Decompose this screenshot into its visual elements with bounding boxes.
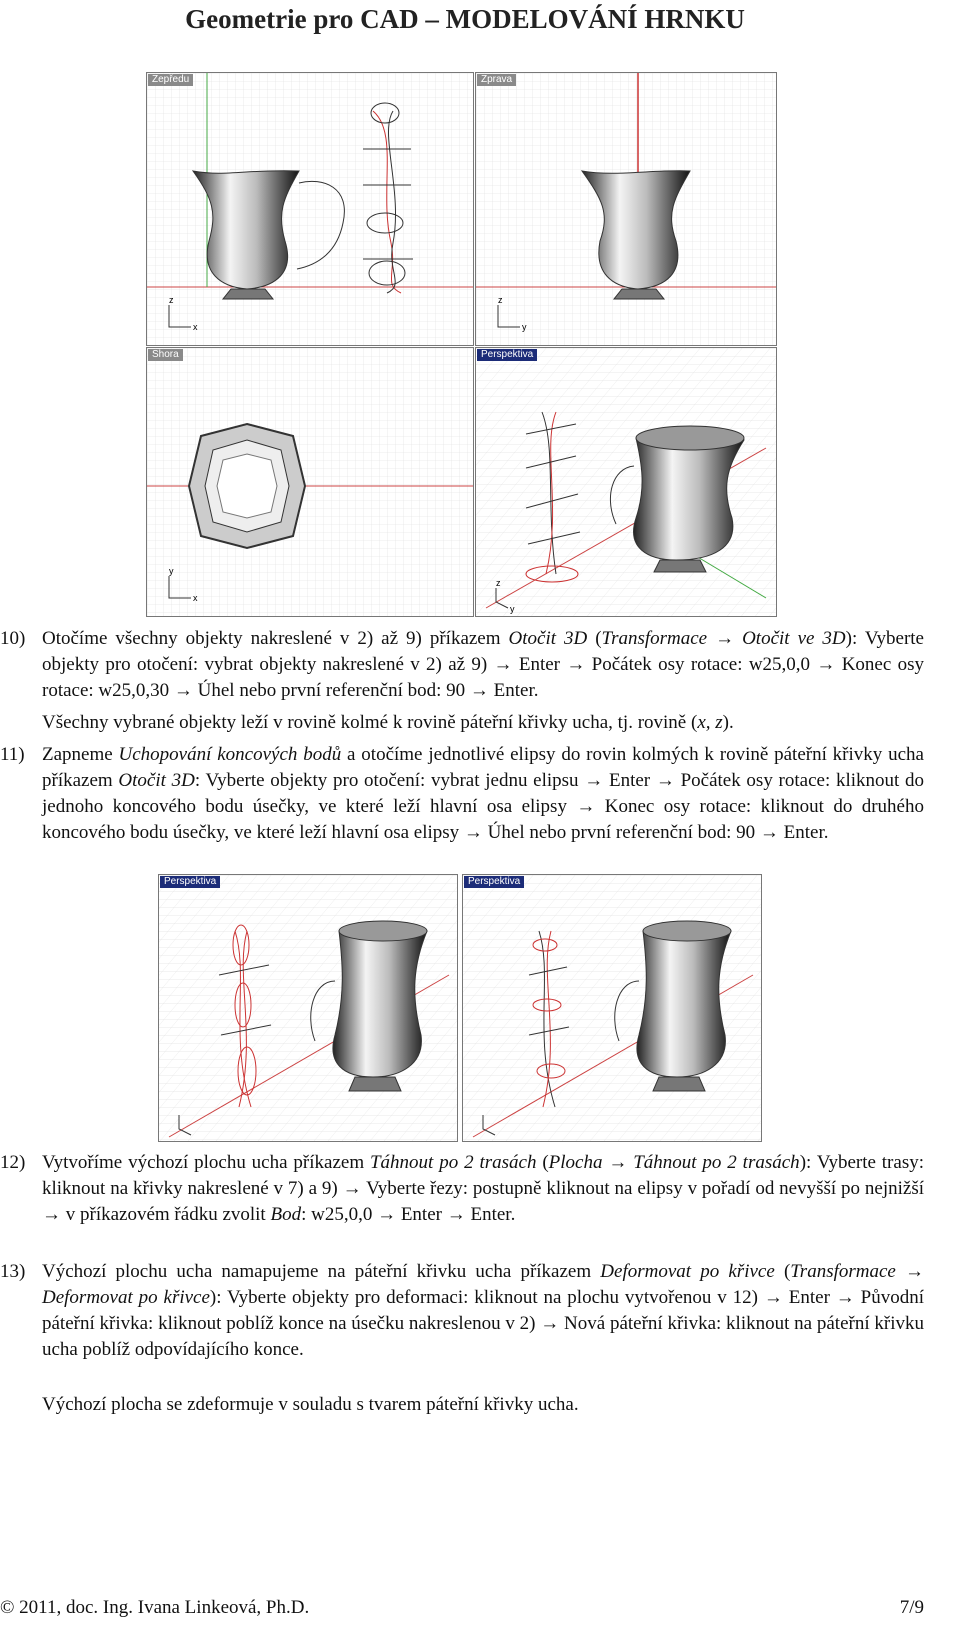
axis-label-z: z (169, 295, 174, 305)
viewport-perspective (475, 347, 777, 617)
step-11 (0, 742, 924, 846)
viewport-label-perspective[interactable]: Perspektiva (160, 876, 220, 888)
step-13 (0, 1259, 925, 1363)
axis-label-x: x (193, 593, 198, 603)
step-10-note: Všechny vybrané objekty leží v rovině kolmé k rovině páteřní křivky ucha, tj. rovině (x, z). (42, 712, 734, 733)
footer-copyright: © 2011, doc. Ing. Ivana Linkeová, Ph.D. (0, 1597, 310, 1618)
step-12 (0, 1150, 924, 1228)
viewport-perspective-after (462, 874, 762, 1142)
step-text: Výchozí plochu ucha namapujeme na páteřní křivku ucha příkazem Deformovat po křivce (Transformace → Deformovat po křivce): Vyberte objekty pro deformaci: kliknout na plochu vytvořenou v 12) → Enter → Původní páteřní křivka: kliknout poblíž konce na úsečku nakreslenou v 2) → Nová páteřní křivka: kliknout na páteřní křivku ucha poblíž odpovídajícího konce. (42, 1261, 925, 1360)
step-number: 11) (0, 744, 25, 765)
step-number: 13) (0, 1261, 26, 1282)
viewport-label-top[interactable]: Shora (148, 349, 183, 361)
viewport-right (475, 72, 777, 346)
page-footer (0, 1597, 924, 1619)
viewport-perspective-before (158, 874, 458, 1142)
step-text: Otočíme všechny objekty nakreslené v 2) až 9) příkazem Otočit 3D (Transformace → Otočit ve 3D): Vyberte objekty pro otočení: vybrat objekty nakreslené v 2) až 9) → Enter → Počátek osy rotace: w25,0,0 → Konec osy rotace: w25,0,30 → Úhel nebo první referenční bod: 90 → Enter. (42, 628, 924, 701)
axis-label-y: y (169, 566, 174, 576)
step-number: 10) (0, 628, 26, 649)
right-view-drawing (476, 73, 776, 345)
viewport-label-perspective[interactable]: Perspektiva (477, 349, 537, 361)
front-view-drawing (147, 73, 473, 345)
step-text: Zapneme Uchopování koncových bodů a otočíme jednotlivé elipsy do rovin kolmých k rovině páteřní křivky ucha příkazem Otočit 3D: Vyberte objekty pro otočení: vybrat jednu elipsu → Enter → Počátek osy rotace: kliknout do jednoho koncového bodu úsečky, ve které leží hlavní osa elipsy → Konec osy rotace: kliknout do druhého koncového bodu úsečky, ve které leží hlavní osa elipsy → Úhel nebo první referenční bod: 90 → Enter. (42, 744, 924, 843)
axis-label-z: z (496, 578, 501, 588)
perspective-before-drawing (159, 875, 457, 1141)
axis-label-z: z (498, 295, 503, 305)
viewport-front (146, 72, 474, 346)
axis-label-y: y (510, 604, 515, 614)
page-number: 7/9 (899, 1597, 924, 1618)
axis-label-x: x (193, 322, 198, 332)
viewport-top (146, 347, 474, 617)
step-number: 12) (0, 1152, 26, 1173)
perspective-after-drawing (463, 875, 761, 1141)
step-text: Vytvoříme výchozí plochu ucha příkazem Táhnout po 2 trasách (Plocha → Táhnout po 2 trasách): Vyberte trasy: kliknout na křivky nakreslené v 7) a 9) → Vyberte řezy: postupně kliknout na elipsy v pořadí od nevyšší po nejnižší → v příkazovém řádku zvolit Bod: w25,0,0 → Enter → Enter. (42, 1152, 924, 1225)
page-title: Geometrie pro CAD – MODELOVÁNÍ HRNKU (185, 4, 745, 34)
top-view-drawing (147, 348, 473, 616)
viewport-label-right[interactable]: Zprava (477, 74, 516, 86)
step-13-note: Výchozí plocha se zdeformuje v souladu s tvarem páteřní křivky ucha. (42, 1394, 579, 1415)
axis-label-y: y (522, 322, 527, 332)
viewport-label-perspective[interactable]: Perspektiva (464, 876, 524, 888)
step-10 (0, 626, 924, 704)
viewport-label-front[interactable]: Zepředu (148, 74, 193, 86)
perspective-view-drawing (476, 348, 776, 616)
